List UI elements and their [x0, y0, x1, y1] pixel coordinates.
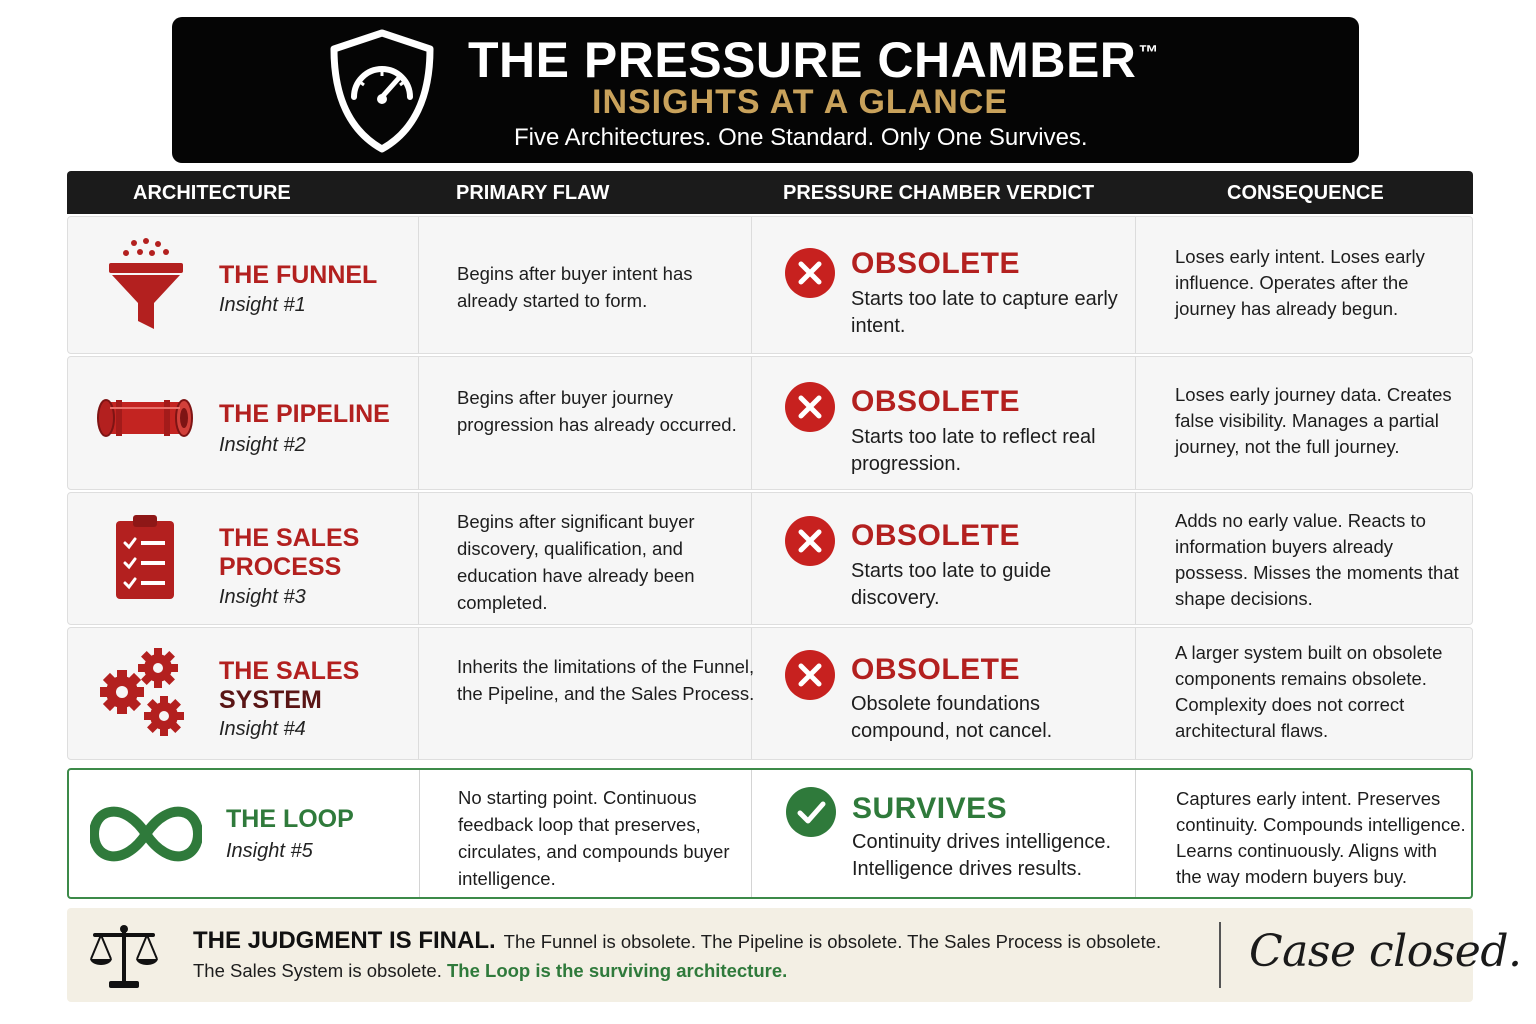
column-header-primary-flaw: PRIMARY FLAW [456, 182, 610, 204]
column-header-consequence: CONSEQUENCE [1227, 182, 1384, 204]
architecture-name: THE FUNNEL [219, 261, 378, 289]
verdict-description: Starts too late to capture early intent. [851, 288, 1118, 337]
primary-flaw-text: No starting point. Continuous feedback loop that preserves, circulates, and compounds buyer intelligence. [458, 787, 730, 889]
verdict-label: OBSOLETE [851, 247, 1021, 280]
table-row [67, 492, 1473, 625]
primary-flaw-text: Inherits the limitations of the Funnel, the Pipeline, and the Sales Process. [457, 656, 755, 704]
x-circle-icon [784, 649, 836, 701]
primary-flaw-text: Begins after buyer journey progression has already occurred. [457, 387, 737, 435]
architecture-insight: Insight #3 [219, 586, 306, 608]
x-circle-icon [784, 247, 836, 299]
shield-gauge-icon [324, 27, 440, 155]
judgment-text: The Funnel is obsolete. The Pipeline is obsolete. The Sales Process is obsolete. [503, 931, 1162, 952]
judgment-footer [67, 908, 1522, 1002]
table-row [67, 216, 1473, 354]
architecture-name: THE SALES SYSTEM [219, 657, 360, 714]
primary-flaw-text: Begins after significant buyer discovery, qualification, and education have already been completed. [457, 511, 695, 613]
check-circle-icon [785, 786, 837, 838]
architecture-name: THE PIPELINE [219, 400, 390, 428]
consequence-text: Loses early journey data. Creates false visibility. Manages a partial journey, not the full journey. [1175, 384, 1452, 457]
page-title: THE PRESSURE CHAMBER ™ [468, 32, 1159, 88]
architecture-name: THE LOOP [226, 805, 354, 833]
judgment-line-1 [193, 927, 1161, 955]
column-header-verdict: PRESSURE CHAMBER VERDICT [783, 182, 1095, 204]
gears-icon [100, 646, 190, 740]
pipe-icon [96, 397, 194, 439]
verdict-description: Obsolete foundations compound, not cancel. [851, 693, 1053, 742]
consequence-text: A larger system built on obsolete components remains obsolete. Complexity does not correct architectural flaws. [1175, 642, 1443, 741]
clipboard-checklist-icon [113, 513, 177, 601]
verdict-label: SURVIVES [852, 792, 1008, 825]
architecture-insight: Insight #2 [219, 434, 306, 456]
verdict-label: OBSOLETE [851, 385, 1021, 418]
column-header-architecture: ARCHITECTURE [133, 182, 291, 204]
case-closed-signature: Case closed. [1249, 926, 1522, 977]
architecture-insight: Insight #1 [219, 294, 306, 316]
table-row [67, 627, 1473, 760]
table-row [67, 356, 1473, 490]
consequence-text: Loses early intent. Loses early influence. Operates after the journey has already begun. [1175, 246, 1425, 319]
funnel-icon [106, 237, 186, 333]
primary-flaw-text: Begins after buyer intent has already started to form. [457, 263, 693, 311]
consequence-text: Captures early intent. Preserves continuity. Compounds intelligence. Learns continuously. Aligns with the way modern buyers buy. [1176, 788, 1466, 887]
table-row [67, 768, 1473, 899]
architecture-name: THE SALES PROCESS [219, 524, 360, 581]
judgment-line-2 [193, 960, 787, 982]
scales-of-justice-icon [89, 921, 159, 991]
footer-divider [1219, 922, 1221, 988]
x-circle-icon [784, 381, 836, 433]
judgment-heading: THE JUDGMENT IS FINAL. [193, 927, 496, 954]
verdict-description: Starts too late to guide discovery. [851, 560, 1052, 609]
architecture-insight: Insight #4 [219, 718, 306, 740]
surviving-architecture-text: The Loop is the surviving architecture. [446, 960, 788, 981]
trademark-symbol: ™ [1138, 42, 1159, 65]
page-tagline: Five Architectures. One Standard. Only One Survives. [514, 124, 1088, 151]
verdict-label: OBSOLETE [851, 519, 1021, 552]
infinity-loop-icon [90, 804, 202, 864]
verdict-label: OBSOLETE [851, 653, 1021, 686]
header-banner [172, 17, 1359, 163]
verdict-description: Starts too late to reflect real progression. [851, 426, 1096, 475]
table-header [67, 171, 1473, 214]
x-circle-icon [784, 515, 836, 567]
verdict-description: Continuity drives intelligence. Intelligence drives results. [852, 831, 1112, 880]
architecture-insight: Insight #5 [226, 840, 313, 862]
judgment-text: The Sales System is obsolete. [193, 960, 442, 981]
consequence-text: Adds no early value. Reacts to information buyers already possess. Misses the moments that shape decisions. [1175, 510, 1459, 609]
page-subtitle: INSIGHTS AT A GLANCE [592, 83, 1009, 121]
